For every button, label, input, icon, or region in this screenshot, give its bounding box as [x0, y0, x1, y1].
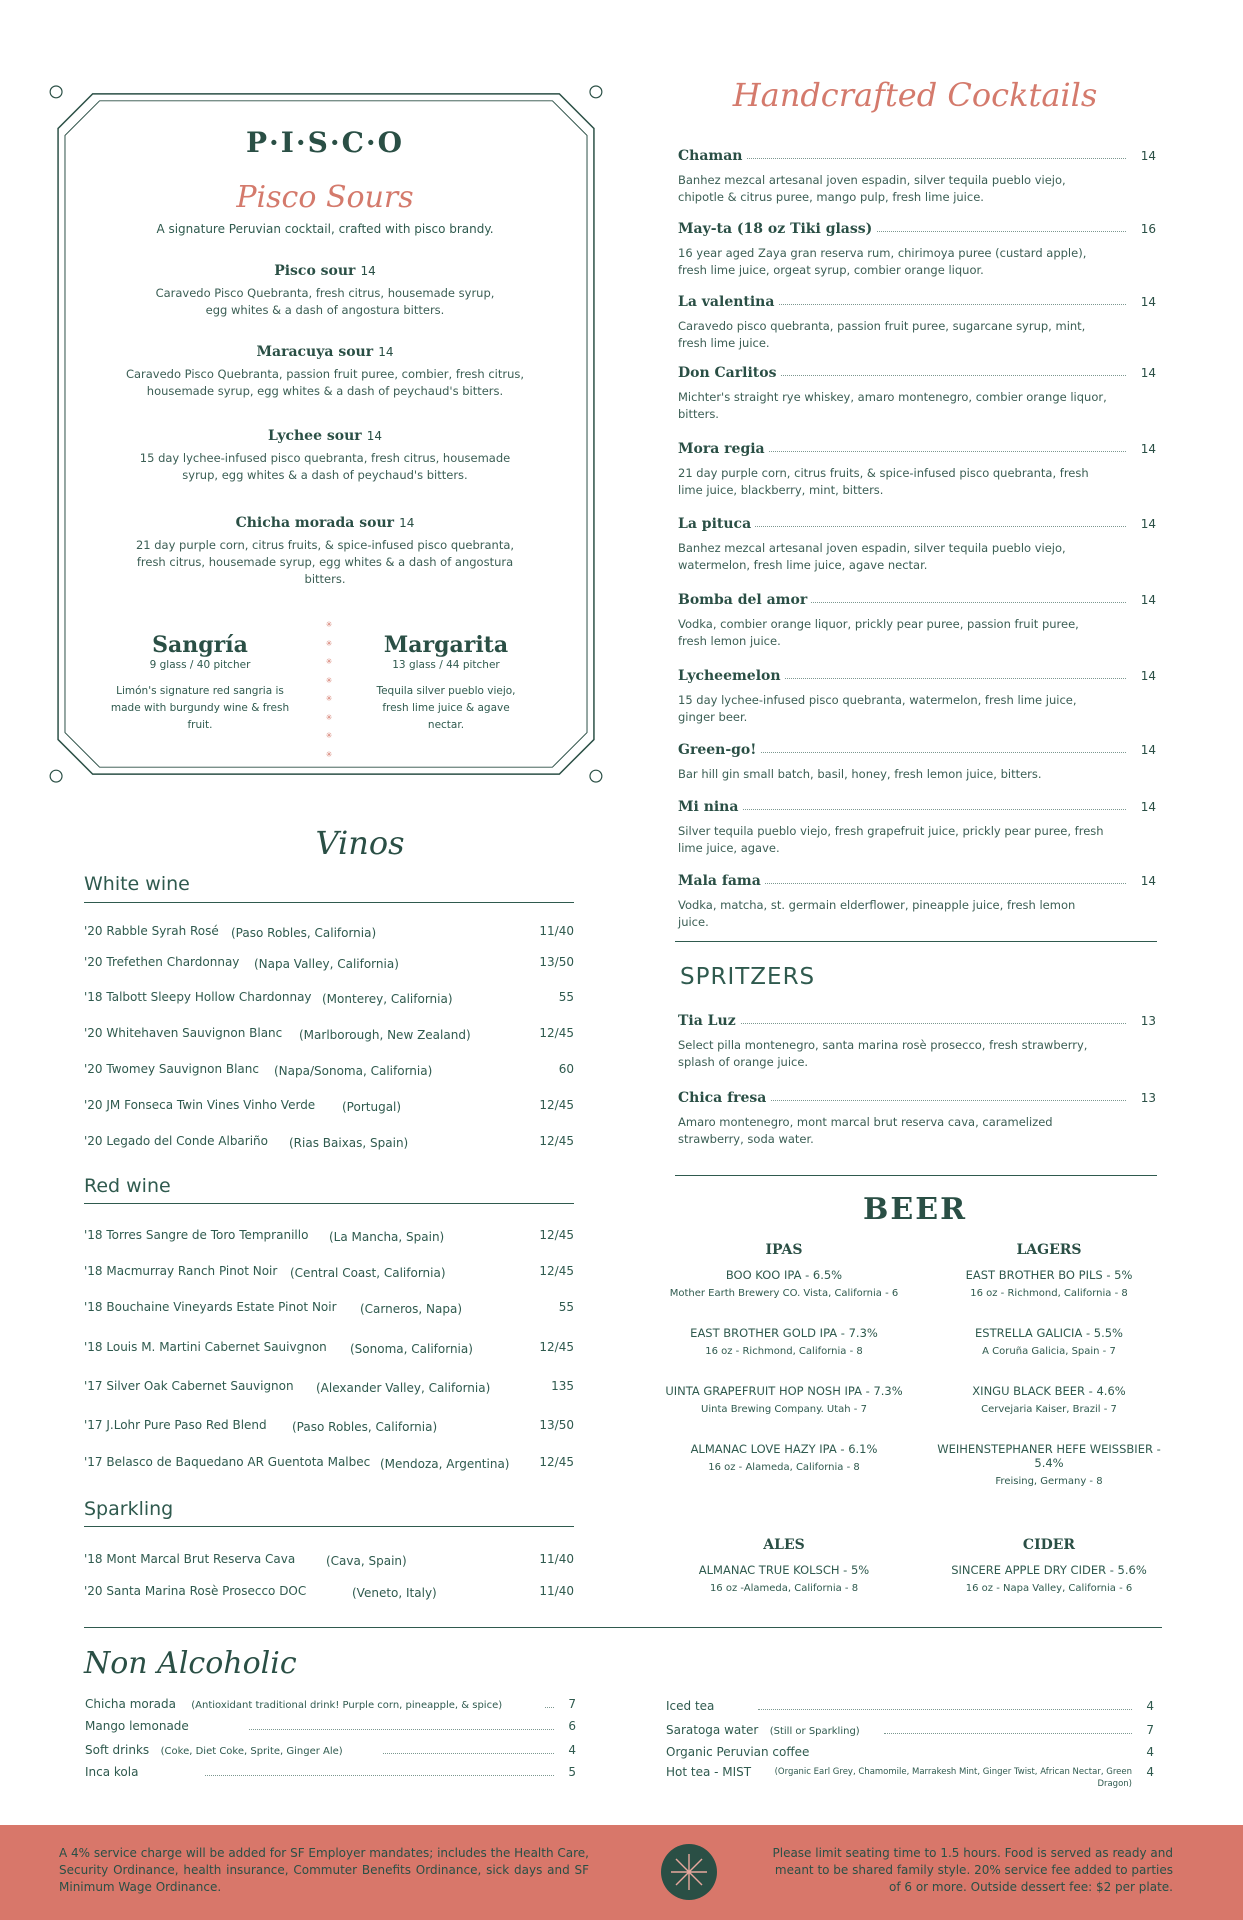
cocktail-name: Chaman: [678, 148, 746, 164]
drink-name: Soft drinks (Coke, Diet Coke, Sprite, Ginger Ale): [85, 1743, 347, 1757]
cocktail-item: [678, 365, 1156, 423]
beer-item: [924, 1326, 1174, 1357]
wine-name: '18 Torres Sangre de Toro Tempranillo: [84, 1228, 309, 1242]
divider: [675, 1175, 1157, 1176]
ipas-heading: IPAS: [765, 1242, 803, 1258]
wine-row: [84, 924, 574, 942]
beer-detail: Freising, Germany - 8: [995, 1476, 1103, 1487]
wine-price: 11/40: [539, 924, 574, 938]
beer-item: [924, 1384, 1174, 1415]
wine-row: [84, 1300, 574, 1318]
divider: [84, 1203, 574, 1204]
wine-name: '20 JM Fonseca Twin Vines Vinho Verde: [84, 1098, 316, 1112]
wine-price: 55: [558, 1300, 574, 1314]
cocktail-price: 14: [1140, 517, 1156, 531]
sparkling-heading: Sparkling: [84, 1498, 174, 1520]
cocktail-name: May-ta (18 oz Tiki glass): [678, 221, 876, 237]
wine-price: 13/50: [539, 955, 574, 969]
cocktail-item: [678, 799, 1156, 857]
drink-note: (Coke, Diet Coke, Sprite, Ginger Ale): [160, 1746, 343, 1757]
spritzer-name: Chica fresa: [678, 1090, 770, 1106]
drink-name: Inca kola: [85, 1765, 142, 1779]
non-alcoholic-heading: Non Alcoholic: [84, 1646, 297, 1681]
ales-column: [664, 1537, 904, 1594]
wine-region: (Napa Valley, California): [254, 957, 399, 971]
leader-dots: [383, 1753, 554, 1754]
cocktails-heading: Handcrafted Cocktails: [732, 76, 1098, 114]
cocktail-item: [678, 516, 1156, 574]
pisco-tagline: A signature Peruvian cocktail, crafted with pisco brandy.: [156, 222, 494, 236]
cocktail-price: 14: [1140, 743, 1156, 757]
item-price: 14: [366, 429, 383, 443]
ales-heading: ALES: [763, 1537, 805, 1553]
cocktail-name: Lycheemelon: [678, 668, 785, 684]
drink-name: Mango lemonade: [85, 1719, 193, 1733]
pisco-item: [100, 260, 550, 319]
beer-detail: 16 oz - Alameda, California - 8: [708, 1462, 860, 1473]
wine-price: 12/45: [539, 1455, 574, 1469]
spritzer-desc: Select pilla montenegro, santa marina rosè prosecco, fresh strawberry, splash of orange juice.: [678, 1038, 1088, 1069]
wine-price: 11/40: [539, 1584, 574, 1598]
beer-detail: 16 oz - Richmond, California - 8: [705, 1346, 863, 1357]
cocktail-item: [678, 668, 1156, 726]
spritzer-item: [678, 1090, 1156, 1148]
leader-dots: [678, 809, 1126, 810]
cocktail-desc: 16 year aged Zaya gran reserva rum, chirimoya puree (custard apple), fresh lime juice, orgeat syrup, combier orange liquor.: [678, 246, 1087, 277]
cocktail-price: 16: [1140, 222, 1156, 236]
beer-detail: 16 oz -Alameda, California - 8: [709, 1583, 859, 1594]
cocktail-price: 14: [1140, 593, 1156, 607]
beer-name: BOO KOO IPA - 6.5%: [725, 1268, 843, 1282]
cocktail-item: [678, 221, 1156, 279]
drink-name: Organic Peruvian coffee: [666, 1745, 813, 1759]
spritzer-price: 13: [1140, 1014, 1156, 1028]
beer-item: [664, 1326, 904, 1357]
cocktail-desc: Vodka, matcha, st. germain elderflower, pineapple juice, fresh lemon juice.: [678, 898, 1076, 929]
beer-item: [664, 1268, 904, 1299]
leader-dots: [678, 1023, 1126, 1024]
wine-name: '20 Legado del Conde Albariño: [84, 1134, 269, 1148]
wine-region: (Monterey, California): [322, 992, 453, 1006]
beer-name: WEIHENSTEPHANER HEFE WEISSBIER - 5.4%: [937, 1442, 1161, 1470]
drink-price: 4: [1146, 1699, 1154, 1713]
divider: [84, 1627, 1162, 1628]
wine-name: '18 Mont Marcal Brut Reserva Cava: [84, 1552, 296, 1566]
cocktail-price: 14: [1140, 874, 1156, 888]
wine-row: [84, 1228, 574, 1246]
pisco-item: [100, 512, 550, 588]
wine-region: (Carneros, Napa): [360, 1302, 462, 1316]
cider-column: [924, 1537, 1174, 1594]
item-desc: Caravedo Pisco Quebranta, fresh citrus, housemade syrup, egg whites & a dash of angostura bitters.: [155, 286, 495, 317]
drink-price: 5: [568, 1765, 576, 1779]
wine-name: '17 Belasco de Baquedano AR Guentota Malbec: [84, 1455, 371, 1469]
wine-region: (Marlborough, New Zealand): [299, 1028, 471, 1042]
wine-name: '18 Louis M. Martini Cabernet Sauivgnon: [84, 1340, 327, 1354]
drink-row: [666, 1745, 1154, 1761]
drink-note: (Still or Sparkling): [769, 1726, 860, 1737]
cocktail-price: 14: [1140, 149, 1156, 163]
beer-detail: 16 oz - Napa Valley, California - 6: [965, 1583, 1133, 1594]
beer-item: [924, 1442, 1174, 1487]
cocktail-price: 14: [1140, 442, 1156, 456]
wine-region: (Veneto, Italy): [352, 1586, 437, 1600]
wine-name: '17 Silver Oak Cabernet Sauvignon: [84, 1379, 294, 1393]
wine-row: [84, 1379, 574, 1397]
leader-dots: [758, 1709, 1132, 1710]
wine-price: 12/45: [539, 1264, 574, 1278]
drink-name: Saratoga water (Still or Sparkling): [666, 1723, 864, 1737]
wine-region: (Napa/Sonoma, California): [274, 1064, 433, 1078]
wine-row: [84, 1062, 574, 1080]
beer-item: [664, 1442, 904, 1473]
wine-row: [84, 1552, 574, 1570]
divider: [84, 902, 574, 903]
cocktail-name: La valentina: [678, 294, 778, 310]
red-wine-heading: Red wine: [84, 1175, 171, 1197]
beer-name: SINCERE APPLE DRY CIDER - 5.6%: [951, 1563, 1147, 1577]
beer-name: ESTRELLA GALICIA - 5.5%: [975, 1326, 1123, 1340]
drink-note: (Antioxidant traditional drink! Purple corn, pineapple, & spice): [191, 1700, 503, 1711]
wine-name: '20 Rabble Syrah Rosé: [84, 924, 219, 938]
beer-name: XINGU BLACK BEER - 4.6%: [972, 1384, 1126, 1398]
cocktail-desc: Vodka, combier orange liquor, prickly pear puree, passion fruit puree, fresh lemon juice.: [678, 617, 1079, 648]
drink-price: 7: [1146, 1723, 1154, 1737]
wine-name: '17 J.Lohr Pure Paso Red Blend: [84, 1418, 267, 1432]
drink-row: [666, 1699, 1154, 1715]
wine-region: (Sonoma, California): [350, 1342, 473, 1356]
beer-item: [924, 1268, 1174, 1299]
item-name: Chicha morada sour: [235, 515, 395, 531]
wine-name: '20 Trefethen Chardonnay: [84, 955, 240, 969]
wine-region: (Portugal): [342, 1100, 402, 1114]
spritzers-heading: SPRITZERS: [680, 964, 816, 990]
wine-price: 12/45: [539, 1134, 574, 1148]
drink-name: Hot tea - MIST: [666, 1765, 752, 1779]
cocktail-item: [678, 873, 1156, 931]
divider: [675, 941, 1157, 942]
beer-name: EAST BROTHER BO PILS - 5%: [965, 1268, 1133, 1282]
pisco-title: P·I·S·C·O: [245, 126, 405, 159]
wine-row: [84, 1340, 574, 1358]
spritzer-name: Tia Luz: [678, 1013, 740, 1029]
cocktail-name: Mora regia: [678, 441, 769, 457]
leader-dots: [249, 1729, 554, 1730]
cocktail-desc: Bar hill gin small batch, basil, honey, fresh lemon juice, bitters.: [678, 767, 1042, 781]
cocktail-name: Mala fama: [678, 873, 765, 889]
leader-dots: [205, 1775, 554, 1776]
drink-row: [85, 1697, 576, 1713]
service-charge-note: A 4% service charge will be added for SF Employer mandates; includes the Health Care, Security Ordinance, health insurance, Commuter Benefits Ordinance, sick days and SF Minimum Wage Ordinance.: [59, 1846, 589, 1894]
wine-row: [84, 1098, 574, 1116]
wine-region: (Rias Baixas, Spain): [289, 1136, 409, 1150]
ipas-column: [664, 1242, 904, 1473]
drink-price: 4: [1146, 1765, 1154, 1779]
item-desc: 21 day purple corn, citrus fruits, & spice-infused pisco quebranta, fresh citrus, housemade syrup, egg whites & a dash of angostura bitters.: [135, 538, 515, 586]
wine-name: '18 Talbott Sleepy Hollow Chardonnay: [84, 990, 312, 1004]
cocktail-name: La pituca: [678, 516, 755, 532]
wine-row: [84, 955, 574, 973]
wine-name: '18 Bouchaine Vineyards Estate Pinot Noir: [84, 1300, 337, 1314]
wine-region: (Paso Robles, California): [231, 926, 377, 940]
sangria-block: [100, 632, 300, 734]
wine-region: (Mendoza, Argentina): [380, 1457, 510, 1471]
item-name: Pisco sour: [274, 263, 356, 279]
drink-row: [666, 1723, 1154, 1739]
cider-heading: CIDER: [1022, 1537, 1076, 1553]
cocktail-price: 14: [1140, 800, 1156, 814]
wine-price: 55: [558, 990, 574, 1004]
wine-region: (Paso Robles, California): [292, 1420, 438, 1434]
drink-price: 4: [1146, 1745, 1154, 1759]
beer-name: UINTA GRAPEFRUIT HOP NOSH IPA - 7.3%: [665, 1384, 903, 1398]
beer-item: [664, 1563, 904, 1594]
cocktail-desc: Banhez mezcal artesanal joven espadin, silver tequila pueblo viejo, watermelon, fresh lime juice, agave nectar.: [678, 541, 1066, 572]
beer-item: [924, 1563, 1174, 1594]
cocktail-item: [678, 592, 1156, 650]
drink-name: Iced tea: [666, 1699, 718, 1713]
drink-note: (Organic Earl Grey, Chamomile, Marrakesh Mint, Ginger Twist, African Nectar, Green Dragon): [774, 1767, 1132, 1789]
cocktail-name: Mi nina: [678, 799, 742, 815]
drink-row: [85, 1743, 576, 1759]
wine-row: [84, 1134, 574, 1152]
item-desc: 15 day lychee-infused pisco quebranta, fresh citrus, housemade syrup, egg whites & a dash of peychaud's bitters.: [139, 451, 511, 482]
cocktail-desc: Banhez mezcal artesanal joven espadin, silver tequila pueblo viejo, chipotle & citrus puree, mango pulp, fresh lime juice.: [678, 173, 1066, 204]
beer-item: [664, 1384, 904, 1415]
cocktail-price: 14: [1140, 366, 1156, 380]
drink-price: 4: [568, 1743, 576, 1757]
sangria-name: Sangría: [152, 632, 248, 658]
sangria-desc: Limón's signature red sangria is made with burgundy wine & fresh fruit.: [110, 685, 290, 731]
wine-price: 60: [558, 1062, 574, 1076]
item-name: Lychee sour: [267, 428, 362, 444]
lagers-column: [924, 1242, 1174, 1487]
leader-dots: [545, 1707, 554, 1708]
cocktail-desc: 21 day purple corn, citrus fruits, & spice-infused pisco quebranta, fresh lime juice, blackberry, mint, bitters.: [678, 466, 1089, 497]
sangria-price: 9 glass / 40 pitcher: [149, 659, 251, 671]
beer-name: ALMANAC LOVE HAZY IPA - 6.1%: [690, 1442, 878, 1456]
leader-dots: [884, 1733, 1132, 1734]
wine-name: '18 Macmurray Ranch Pinot Noir: [84, 1264, 278, 1278]
wine-region: (La Mancha, Spain): [329, 1230, 445, 1244]
pisco-item: [100, 341, 550, 400]
wine-row: [84, 1264, 574, 1282]
cocktail-item: [678, 441, 1156, 499]
drink-name: Chicha morada (Antioxidant traditional drink! Purple corn, pineapple, & spice): [85, 1697, 506, 1711]
wine-price: 12/45: [539, 1098, 574, 1112]
drink-row: [85, 1719, 576, 1735]
wine-name: '20 Twomey Sauvignon Blanc: [84, 1062, 259, 1076]
wine-price: 12/45: [539, 1228, 574, 1242]
wine-price: 135: [551, 1379, 574, 1393]
spritzer-item: [678, 1013, 1156, 1071]
cocktail-item: [678, 742, 1156, 783]
wine-price: 13/50: [539, 1418, 574, 1432]
beer-detail: Cervejaria Kaiser, Brazil - 7: [981, 1404, 1117, 1415]
wine-name: '20 Whitehaven Sauvignon Blanc: [84, 1026, 283, 1040]
margarita-desc: Tequila silver pueblo viejo, fresh lime juice & agave nectar.: [376, 685, 516, 731]
star-divider: ✳ ✳ ✳ ✳ ✳ ✳ ✳ ✳: [325, 620, 333, 759]
wine-region: (Central Coast, California): [290, 1266, 446, 1280]
item-name: Maracuya sour: [256, 344, 374, 360]
drink-price: 6: [568, 1719, 576, 1733]
cocktail-name: Bomba del amor: [678, 592, 811, 608]
cocktail-desc: Michter's straight rye whiskey, amaro montenegro, combier orange liquor, bitters.: [678, 390, 1107, 421]
margarita-block: [346, 632, 546, 734]
margarita-name: Margarita: [383, 632, 509, 658]
wine-row: [84, 1418, 574, 1436]
beer-detail: Uinta Brewing Company. Utah - 7: [701, 1404, 867, 1415]
wine-price: 12/45: [539, 1340, 574, 1354]
lagers-heading: LAGERS: [1016, 1242, 1082, 1258]
wine-region: (Alexander Valley, California): [316, 1381, 491, 1395]
beer-detail: Mother Earth Brewery CO. Vista, California - 6: [669, 1288, 899, 1299]
cocktail-name: Don Carlitos: [678, 365, 780, 381]
beer-heading: BEER: [862, 1192, 968, 1227]
margarita-price: 13 glass / 44 pitcher: [392, 659, 500, 671]
cocktail-price: 14: [1140, 295, 1156, 309]
item-price: 14: [360, 264, 376, 278]
item-price: 14: [378, 345, 394, 359]
spritzer-price: 13: [1140, 1091, 1156, 1105]
white-wine-heading: White wine: [84, 873, 190, 895]
seating-note: Please limit seating time to 1.5 hours. Food is served as ready and meant to be shared family style. 20% service fee added to parties of 6 or more. Outside dessert fee: $2 per plate.: [772, 1846, 1173, 1894]
pisco-item: [100, 425, 550, 484]
spritzer-desc: Amaro montenegro, mont marcal brut reserva cava, caramelized strawberry, soda water.: [678, 1115, 1053, 1146]
wine-region: (Cava, Spain): [326, 1554, 407, 1568]
wine-price: 11/40: [539, 1552, 574, 1566]
pisco-sours-heading: Pisco Sours: [236, 180, 414, 215]
drink-row: [85, 1765, 576, 1781]
item-desc: Caravedo Pisco Quebranta, passion fruit puree, combier, fresh citrus, housemade syrup, egg whites & a dash of peychaud's bitters.: [125, 367, 525, 398]
beer-name: ALMANAC TRUE KOLSCH - 5%: [698, 1563, 870, 1577]
cocktail-name: Green-go!: [678, 742, 760, 758]
wine-price: 12/45: [539, 1026, 574, 1040]
non-alcoholic-left: [85, 1697, 576, 1781]
wine-row: [84, 990, 574, 1008]
divider: [84, 1526, 574, 1527]
beer-name: EAST BROTHER GOLD IPA - 7.3%: [690, 1326, 878, 1340]
wine-name: '20 Santa Marina Rosè Prosecco DOC: [84, 1584, 307, 1598]
non-alcoholic-right: [666, 1699, 1154, 1795]
wine-row: [84, 1026, 574, 1044]
beer-detail: A Coruña Galicia, Spain - 7: [982, 1346, 1116, 1357]
cocktail-desc: Silver tequila pueblo viejo, fresh grapefruit juice, prickly pear puree, fresh lime juice, agave.: [678, 824, 1104, 855]
cocktail-item: [678, 148, 1156, 206]
cocktail-item: [678, 294, 1156, 352]
drink-row: [666, 1765, 1154, 1795]
vinos-heading: Vinos: [315, 824, 405, 862]
wine-row: [84, 1584, 574, 1602]
cocktail-desc: Caravedo pisco quebranta, passion fruit puree, sugarcane syrup, mint, fresh lime juice.: [678, 319, 1086, 350]
wine-row: [84, 1455, 574, 1473]
beer-detail: 16 oz - Richmond, California - 8: [970, 1288, 1128, 1299]
star-emblem-icon: [660, 1843, 718, 1901]
cocktail-price: 14: [1140, 669, 1156, 683]
cocktail-desc: 15 day lychee-infused pisco quebranta, watermelon, fresh lime juice, ginger beer.: [678, 693, 1077, 724]
drink-price: 7: [568, 1697, 576, 1711]
item-price: 14: [399, 516, 415, 530]
